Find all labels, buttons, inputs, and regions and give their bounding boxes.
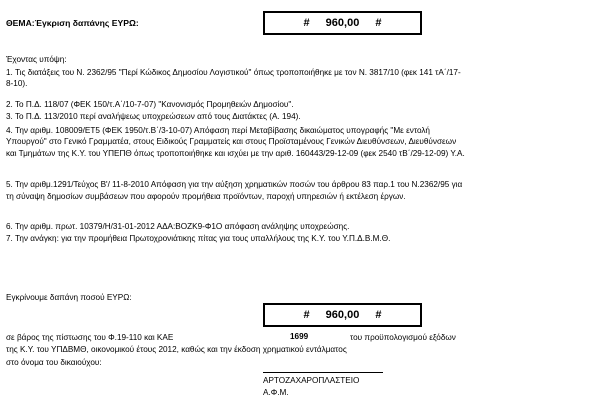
beneficiary-block [263,372,383,399]
consideration-4-line2: Υπουργού" στο Γενικό Γραμματέα, στους Ειδικούς Γραμματείς και στους Προϊσταμένους Γενικών Διευθύνσεων, Διευθύνσεων [6,137,457,146]
approval-line1-a: σε βάρος της πίστωσης του Φ.19-110 και ΚΑΕ [6,333,174,342]
consideration-1-line2: 8-10). [6,79,28,88]
consideration-5-line1: 5. Την αριθμ.1291/Τεύχος Β'/ 11-8-2010 Απόφαση για την αύξηση χρηματικών ποσών του άρθρου 83 παρ.1 του Ν.2362/95 για [6,180,463,189]
consideration-2: 2. Το Π.Δ. 118/07 (ΦΕΚ 150/τ.Α΄/10-7-07) "Κανονισμός Προμηθειών Δημοσίου". [6,100,294,109]
approval-line3: στο όνομα του δικαιούχου: [6,358,102,367]
hash-left: # [303,17,310,29]
consideration-4-line1: 4. Την αριθμ. 108009/ΕΤ5 (ΦΕΚ 1950/τ.Β΄/3-10-07) Απόφαση περί Μεταβίβασης δικαιώματος υπογραφής "Με εντολή [6,126,430,135]
beneficiary-divider [263,372,383,373]
amount-value: 960,00 [325,17,360,29]
hash-right: # [375,17,382,29]
kae-code: 1699 [290,332,309,341]
consideration-1-line1: 1. Τις διατάξεις του Ν. 2362/95 "Περί Κώδικος Δημοσίου Λογιστικού" όπως τροποποιήθηκε με τον Ν. 3817/10 (φεκ 141 τΑ΄/17- [6,68,461,77]
approval-line1-b: του προϋπολογισμού εξόδων [350,333,456,342]
considerations-intro: Έχοντας υπόψη: [6,55,67,64]
consideration-3: 3. Το Π.Δ. 113/2010 περί αναλήψεως υποχρεώσεων από τους Διατάκτες (Α. 194). [6,112,301,121]
approval-intro: Εγκρίνουμε δαπάνη ποσού ΕΥΡΩ: [6,293,132,302]
hash-left: # [303,309,310,321]
consideration-7: 7. Την ανάγκη: για την προμήθεια Πρωτοχρονιάτικης πίτας για τους υπαλλήλους της Κ.Υ. του Υ.Π.Δ.Β.Μ.Θ. [6,234,391,243]
amount-value: 960,00 [325,309,360,321]
consideration-4-line3: και Τμημάτων της Κ.Υ. του ΥΠΕΠΘ όπως τροποποιήθηκε και ισχύει με την αριθ. 160443/29-12-09 (φεκ 2540 τΒ΄/29-12-09) Υ.Α. [6,149,465,158]
beneficiary-afm: Α.Φ.Μ. [263,388,289,397]
amount-box-header [263,11,422,35]
amount-box-approval [263,303,422,327]
subject-heading: ΘΕΜΑ:Έγκριση δαπάνης ΕΥΡΩ: [6,18,139,28]
consideration-6: 6. Την αριθμ. πρωτ. 10379/Η/31-01-2012 ΑΔΑ:ΒΟΖΚ9-Φ1Ο απόφαση ανάληψης υποχρεώσης. [6,222,350,231]
consideration-5-line2: τη σύναψη δημοσίων συμβάσεων που αφορούν προμήθεια προϊόντων, παροχή υπηρεσιών ή εκτέλεση έργων. [6,192,406,201]
hash-right: # [375,309,382,321]
approval-line2: της Κ.Υ. του ΥΠΔΒΜΘ, οικονομικού έτους 2012, καθώς και την έκδοση χρηματικού εντάλματος [6,345,347,354]
beneficiary-name: ΑΡΤΟΖΑΧΑΡΟΠΛΑΣΤΕΙΟ [263,376,360,385]
